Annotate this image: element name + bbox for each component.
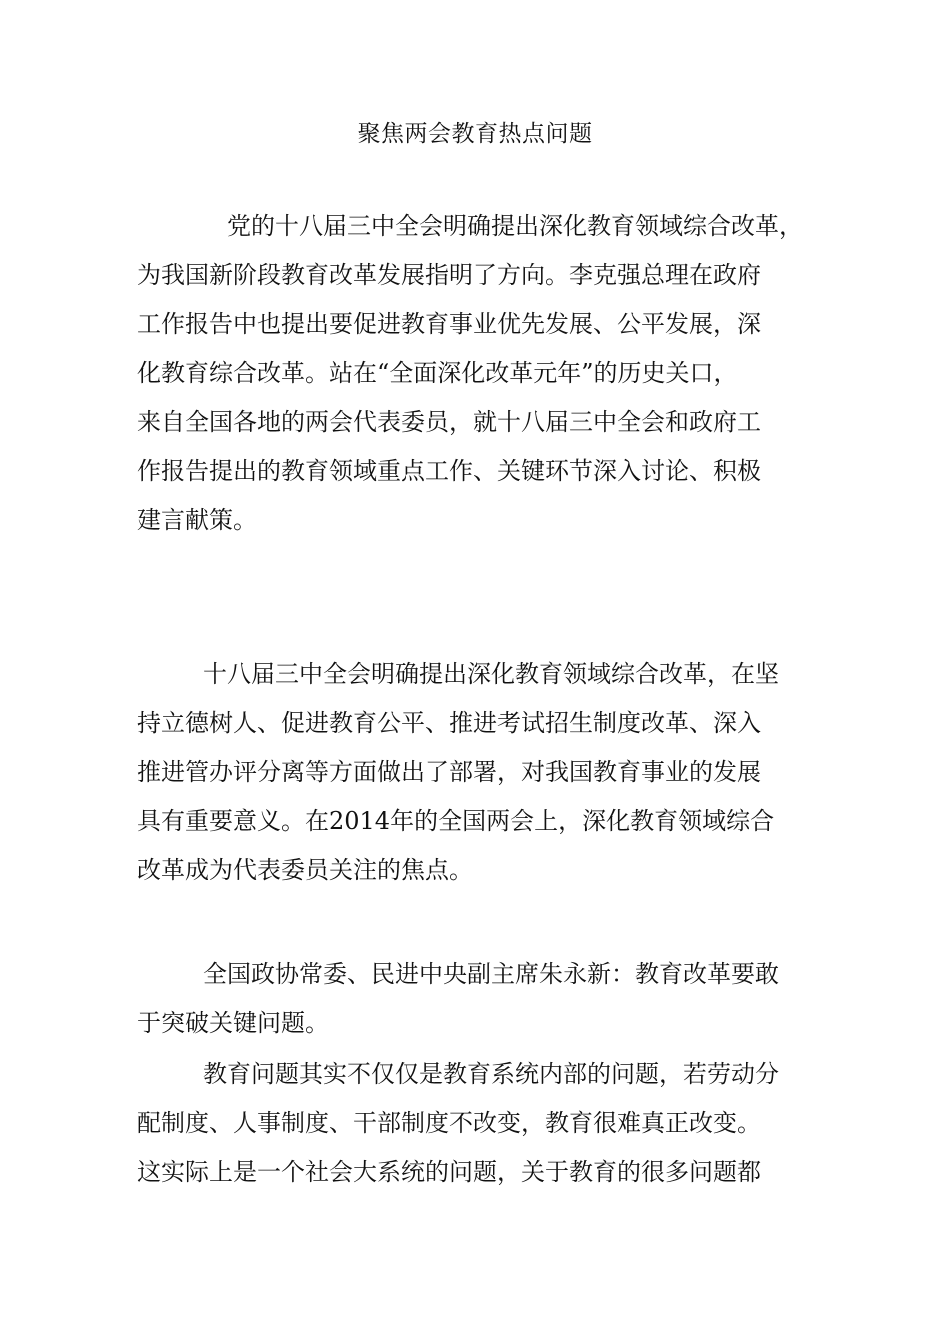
paragraph-line: 作报告提出的教育领域重点工作、关键环节深入讨论、积极 <box>137 457 761 485</box>
paragraph-line: 这实际上是一个社会大系统的问题，关于教育的很多问题都 <box>137 1158 761 1186</box>
paragraph-speaker-heading <box>137 950 827 1048</box>
paragraph-reform <box>137 650 827 895</box>
paragraph-line: 工作报告中也提出要促进教育事业优先发展、公平发展，深 <box>137 310 761 338</box>
paragraph-line: 推进管办评分离等方面做出了部署，对我国教育事业的发展 <box>137 758 761 786</box>
paragraph-line: 化教育综合改革。站在“全面深化改革元年”的历史关口， <box>137 359 738 387</box>
paragraph-speaker-body <box>137 1050 827 1197</box>
paragraph-line: 教育问题其实不仅仅是教育系统内部的问题，若劳动分 <box>203 1060 779 1088</box>
paragraph-line: 为我国新阶段教育改革发展指明了方向。李克强总理在政府 <box>137 261 761 289</box>
paragraph-line: 十八届三中全会明确提出深化教育领域综合改革，在坚 <box>203 660 779 688</box>
paragraph-line: 全国政协常委、民进中央副主席朱永新：教育改革要敢 <box>203 960 779 988</box>
paragraph-line: 来自全国各地的两会代表委员，就十八届三中全会和政府工 <box>137 408 761 436</box>
paragraph-line: 于突破关键问题。 <box>137 1009 329 1037</box>
paragraph-line: 配制度、人事制度、干部制度不改变，教育很难真正改变。 <box>137 1109 761 1137</box>
paragraph-intro <box>137 202 827 545</box>
paragraph-line: 改革成为代表委员关注的焦点。 <box>137 856 473 884</box>
document-title: 聚焦两会教育热点问题 <box>357 121 593 147</box>
paragraph-line: 具有重要意义。在2014年的全国两会上，深化教育领域综合 <box>137 807 775 835</box>
paragraph-line: 持立德树人、促进教育公平、推进考试招生制度改革、深入 <box>137 709 761 737</box>
paragraph-line: 党的十八届三中全会明确提出深化教育领域综合改革， <box>227 212 803 240</box>
paragraph-line: 建言献策。 <box>137 506 257 534</box>
